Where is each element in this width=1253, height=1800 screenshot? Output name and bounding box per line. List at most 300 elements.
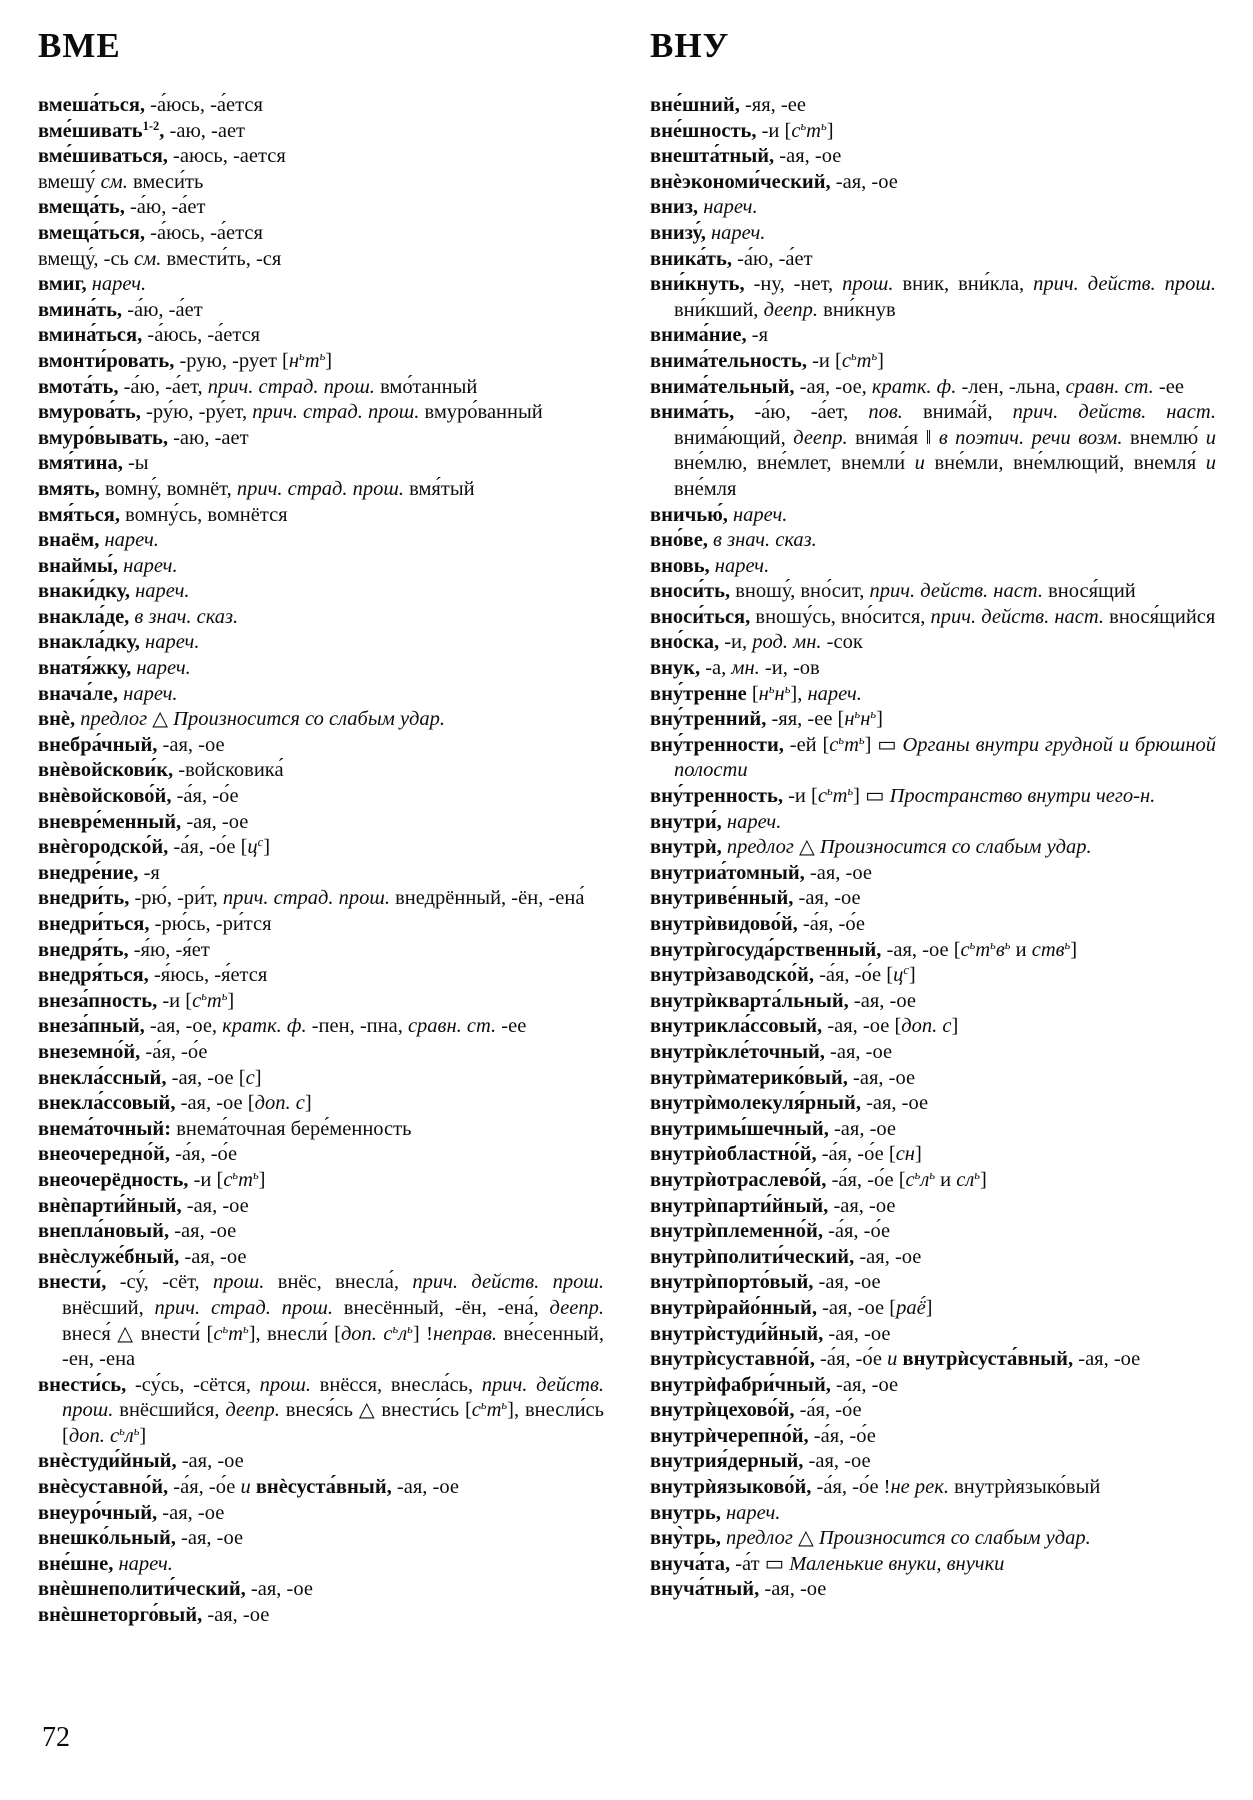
inflection-text: внедрённый, -ён, -ена́ bbox=[389, 887, 585, 910]
inflection-text: -а́я, -о́е bbox=[171, 785, 239, 808]
label-italic: ц bbox=[247, 836, 258, 859]
inflection-text: -а́т ▭ bbox=[730, 1552, 790, 1575]
transcription-superscript: с bbox=[257, 835, 264, 850]
inflection-text: -ая, -ое bbox=[813, 1271, 881, 1294]
dictionary-entry bbox=[38, 247, 604, 273]
inflection-text: вомну́, вомнёт, bbox=[99, 477, 237, 500]
inflection-text: ] ▭ bbox=[853, 785, 890, 808]
label-italic: с bbox=[471, 1399, 481, 1422]
inflection-text: -аю, -ает bbox=[164, 119, 246, 142]
dictionary-entry bbox=[38, 861, 604, 887]
dictionary-entry bbox=[650, 835, 1216, 861]
inflection-text: -ая, -ое bbox=[202, 1604, 270, 1627]
right-column-entries bbox=[650, 93, 1216, 1603]
inflection-text: -ая, -ое bbox=[245, 1578, 313, 1601]
headword-text: внутрѝматерико́вый, bbox=[650, 1066, 848, 1089]
headword-text: внутрѝязыково́й, bbox=[650, 1476, 812, 1499]
dictionary-entry bbox=[650, 272, 1216, 323]
dictionary-entry bbox=[650, 1066, 1216, 1092]
inflection-text: -и [ bbox=[806, 349, 842, 372]
inflection-text: внима́я ‖ bbox=[847, 426, 939, 449]
dictionary-entry bbox=[38, 1245, 604, 1271]
inflection-text: -ая, -ое bbox=[391, 1476, 459, 1499]
headword-text: внеза́пный, bbox=[38, 1015, 145, 1038]
transcription-superscript: ь bbox=[768, 681, 775, 696]
inflection-text: -ну, -нет, bbox=[744, 273, 843, 296]
headword-text: внатя́жку, bbox=[38, 657, 132, 680]
dictionary-entry bbox=[38, 554, 604, 580]
headword-text: внутрия́дерный, bbox=[650, 1450, 804, 1473]
label-italic: прош. bbox=[259, 1373, 312, 1396]
inflection-text: -сок bbox=[821, 631, 863, 654]
dictionary-entry bbox=[650, 349, 1216, 375]
label-italic: с bbox=[829, 733, 839, 756]
dictionary-entry bbox=[38, 938, 604, 964]
headword-text: внутрѝотраслево́й, bbox=[650, 1168, 827, 1191]
dictionary-entry bbox=[650, 1398, 1216, 1424]
headword-text: вмиг, bbox=[38, 273, 87, 296]
label-italic: с bbox=[213, 1322, 223, 1345]
headword-text: вно́ве, bbox=[650, 529, 708, 552]
inflection-text: вмешу́ bbox=[38, 170, 101, 193]
label-italic: н bbox=[774, 682, 785, 705]
dictionary-entry bbox=[38, 1219, 604, 1245]
inflection-text: внесённый, -ён, -ена́, bbox=[332, 1296, 550, 1319]
dictionary-entry bbox=[650, 579, 1216, 605]
dictionary-entry bbox=[38, 1091, 604, 1117]
inflection-text: вмо́танный bbox=[374, 375, 478, 398]
transcription-superscript: ь bbox=[392, 1321, 399, 1336]
dictionary-entry bbox=[38, 1501, 604, 1527]
headword-text: внѐгородско́й, bbox=[38, 836, 169, 859]
page-number: 72 bbox=[42, 1722, 70, 1753]
dictionary-entry bbox=[650, 1475, 1216, 1501]
label-italic: предлог bbox=[720, 1527, 793, 1550]
inflection-text: вне́мля bbox=[674, 477, 737, 500]
label-italic: т bbox=[806, 119, 821, 142]
guide-word-left: ВМЕ bbox=[38, 26, 121, 65]
inflection-text: -и [ bbox=[756, 119, 792, 142]
dictionary-entry bbox=[38, 119, 604, 145]
transcription-superscript: ь bbox=[1004, 937, 1011, 952]
headword-text: внутриве́нный, bbox=[650, 887, 794, 910]
dictionary-entry bbox=[38, 93, 604, 119]
label-italic: прич. действ. прош. bbox=[412, 1271, 604, 1294]
inflection-text: △ bbox=[147, 708, 174, 731]
dictionary-entry bbox=[38, 1475, 604, 1501]
headword-text: внутри́, bbox=[650, 810, 722, 833]
dictionary-entry bbox=[650, 400, 1216, 502]
dictionary-entry bbox=[650, 886, 1216, 912]
inflection-text: △ bbox=[792, 1527, 819, 1550]
inflection-text: внемлю́ bbox=[1122, 426, 1206, 449]
headword-text: внутрѝсуставно́й, bbox=[650, 1348, 815, 1371]
dictionary-entry bbox=[38, 221, 604, 247]
inflection-text: ] bbox=[877, 349, 884, 372]
label-italic: мн. bbox=[731, 657, 760, 680]
transcription-superscript: ь bbox=[974, 1167, 980, 1182]
inflection-text: -а́я, -о́е bbox=[169, 1143, 238, 1166]
inflection-text: -ая, -ое bbox=[176, 1450, 244, 1473]
inflection-text: -а́я, -о́е [ bbox=[813, 964, 894, 987]
dictionary-entry bbox=[38, 1526, 604, 1552]
inflection-text: ] bbox=[258, 1168, 266, 1191]
inflection-text: вмещу́, -сь bbox=[38, 247, 135, 270]
label-italic: прич. действ. прош. bbox=[62, 1373, 604, 1422]
transcription-superscript: ь bbox=[871, 348, 878, 363]
dictionary-entry bbox=[650, 707, 1216, 733]
inflection-text: -и, bbox=[719, 631, 753, 654]
headword-text: вне́шность, bbox=[650, 119, 757, 142]
label-italic: в bbox=[995, 938, 1005, 961]
dictionary-entry bbox=[38, 375, 604, 401]
inflection-text: -рю́, -ри́т, bbox=[129, 887, 223, 910]
homonym-superscript: 1-2 bbox=[142, 118, 160, 133]
label-italic: сн bbox=[895, 1143, 915, 1166]
label-italic: ств bbox=[1031, 938, 1065, 961]
inflection-text: -ая, -ое bbox=[830, 1373, 899, 1396]
dictionary-entry bbox=[650, 733, 1216, 784]
dictionary-entry bbox=[650, 323, 1216, 349]
headword-text: внѐслуже́бный, bbox=[38, 1245, 180, 1268]
headword-text: внеуро́чный, bbox=[38, 1501, 158, 1524]
transcription-superscript: ь bbox=[252, 1167, 259, 1182]
inflection-text: -су́сь, -сётся, bbox=[126, 1373, 260, 1396]
headword-text: внутрѝкле́точный, bbox=[650, 1040, 825, 1063]
headword-text: внести́сь, bbox=[38, 1373, 127, 1396]
headword-text: вмуро́вывать, bbox=[38, 426, 168, 449]
dictionary-entry bbox=[650, 170, 1216, 196]
headword-text: вмина́ться, bbox=[38, 324, 143, 347]
headword-text: вно́ска, bbox=[650, 631, 720, 654]
label-italic: нареч. bbox=[709, 554, 770, 577]
inflection-text: -ей [ bbox=[783, 733, 830, 756]
label-italic: л bbox=[124, 1424, 134, 1447]
inflection-text: -и, -ов bbox=[759, 657, 820, 680]
inflection-text: -ая, -ое bbox=[860, 1092, 929, 1115]
inflection-text: ] bbox=[325, 349, 333, 372]
inflection-text: -а́юсь, -а́ется bbox=[142, 324, 261, 347]
dictionary-entry bbox=[650, 682, 1216, 708]
inflection-text: -ая, -ое bbox=[803, 1450, 871, 1473]
headword-text: внѐстуди́йный, bbox=[38, 1450, 177, 1473]
dictionary-entry bbox=[650, 989, 1216, 1015]
inflection-text: и bbox=[1010, 938, 1032, 961]
dictionary-entry bbox=[650, 528, 1216, 554]
dictionary-entry bbox=[38, 784, 604, 810]
label-italic: т bbox=[486, 1399, 502, 1422]
label-italic: раё́ bbox=[896, 1296, 926, 1319]
inflection-text: -я bbox=[746, 324, 769, 347]
dictionary-entry bbox=[650, 1577, 1216, 1603]
headword-text: внѐвойскови́к, bbox=[38, 759, 174, 782]
label-italic: с bbox=[817, 785, 827, 808]
label-italic: кратк. ф. bbox=[871, 375, 957, 398]
dictionary-entry bbox=[650, 912, 1216, 938]
label-italic: деепр. bbox=[549, 1296, 604, 1319]
dictionary-entry bbox=[650, 1040, 1216, 1066]
dictionary-entry bbox=[38, 1066, 604, 1092]
inflection-text: -ая, -ое bbox=[793, 887, 861, 910]
inflection-text: вмуро́ванный bbox=[419, 401, 543, 424]
label-italic: доп. с bbox=[254, 1092, 305, 1115]
dictionary-entry bbox=[38, 1142, 604, 1168]
dictionary-entry bbox=[38, 1577, 604, 1603]
inflection-text: внося́щийся bbox=[1104, 605, 1216, 628]
label-italic: л bbox=[920, 1168, 930, 1191]
label-italic: пов. bbox=[868, 401, 903, 424]
headword-text: вмять, bbox=[38, 477, 100, 500]
headword-text: внутриа́томный, bbox=[650, 861, 805, 884]
headword-text: внедря́ться, bbox=[38, 964, 149, 987]
dictionary-entry bbox=[650, 1526, 1216, 1552]
inflection-text: ] bbox=[914, 1143, 922, 1166]
inflection-text: ] bbox=[980, 1168, 987, 1191]
headword-text: вноси́ть, bbox=[650, 580, 731, 603]
dictionary-entry bbox=[650, 1245, 1216, 1271]
headword-text: внаки́дку, bbox=[38, 580, 130, 603]
headword-text: вновь, bbox=[650, 554, 710, 577]
dictionary-entry bbox=[38, 195, 604, 221]
inflection-text: -ая, -ое [ bbox=[175, 1092, 255, 1115]
label-italic: в поэтич. речи возм. bbox=[938, 426, 1123, 449]
label-italic: в знач. сказ. bbox=[707, 529, 817, 552]
dictionary-entry bbox=[38, 579, 604, 605]
dictionary-entry bbox=[38, 912, 604, 938]
headword-text: вне́шне, bbox=[38, 1552, 114, 1575]
dictionary-entry bbox=[650, 1117, 1216, 1143]
headword-text: внедре́ние, bbox=[38, 861, 139, 884]
headword-text: внѐвойсково́й, bbox=[38, 785, 172, 808]
inflection-text: -а́ю, -а́ет bbox=[122, 298, 203, 321]
label-italic: нареч. bbox=[807, 682, 862, 705]
headword-text: внеземно́й, bbox=[38, 1040, 141, 1063]
inflection-text: -ая, -ое, bbox=[794, 375, 872, 398]
headword-text: внутрѝпорто́вый, bbox=[650, 1271, 814, 1294]
headword-text: внима́ние, bbox=[650, 324, 747, 347]
inflection-text: -а́я, -о́е bbox=[822, 1220, 891, 1243]
dictionary-entry bbox=[650, 1014, 1216, 1040]
dictionary-entry bbox=[38, 272, 604, 298]
headword-text: внима́ть, bbox=[650, 401, 735, 424]
transcription-superscript: ь bbox=[969, 937, 976, 952]
dictionary-entry bbox=[38, 1040, 604, 1066]
label-italic: род. мн. bbox=[752, 631, 822, 654]
inflection-text: ] bbox=[304, 1092, 312, 1115]
label-italic: л bbox=[398, 1322, 408, 1345]
label-italic: предлог bbox=[75, 708, 148, 731]
headword-text: внутрѝсуста́вный, bbox=[897, 1348, 1074, 1371]
label-italic: и bbox=[914, 452, 925, 475]
inflection-text: внима́й, bbox=[902, 401, 1013, 424]
dictionary-entry bbox=[38, 682, 604, 708]
inflection-text: -аю, -ает bbox=[167, 426, 249, 449]
inflection-text: -а́я, -о́е [ bbox=[816, 1143, 896, 1166]
headword-text: внутрѝрайо́нный, bbox=[650, 1296, 817, 1319]
label-italic: сравн. ст. bbox=[1065, 375, 1154, 398]
headword-text: внутрѝзаводско́й, bbox=[650, 964, 814, 987]
transcription-superscript: ь bbox=[501, 1398, 508, 1413]
label-italic: с bbox=[245, 1066, 255, 1089]
label-italic: деепр. bbox=[793, 426, 848, 449]
label-italic: т bbox=[304, 349, 320, 372]
inflection-text: -ы bbox=[122, 452, 149, 475]
headword-text: внѐэкономи́ческий, bbox=[650, 170, 831, 193]
transcription-superscript: ь bbox=[480, 1398, 487, 1413]
dictionary-entry bbox=[650, 1142, 1216, 1168]
inflection-text: вник, вни́кла, bbox=[893, 273, 1034, 296]
transcription-superscript: ь bbox=[826, 784, 833, 799]
label-italic: Пространство внутри чего-н. bbox=[889, 785, 1156, 808]
label-italic: и bbox=[1205, 452, 1216, 475]
headword-text: внедри́ть, bbox=[38, 887, 130, 910]
inflection-text: вомну́сь, вомнётся bbox=[120, 503, 288, 526]
inflection-text: -а́ю, -а́ет, bbox=[118, 375, 208, 398]
headword-text: вну́тренности, bbox=[650, 733, 784, 756]
headword-text: вмеща́ться, bbox=[38, 221, 146, 244]
headword-text: внутрѝмолекуля́рный, bbox=[650, 1092, 861, 1115]
headword-text: вноси́ться, bbox=[650, 605, 751, 628]
inflection-text: вне́млю, вне́млет, внемли́ bbox=[674, 452, 915, 475]
label-italic: Маленькие внуки, внучки bbox=[789, 1552, 1005, 1575]
label-italic: сравн. ст. bbox=[407, 1015, 497, 1038]
inflection-text: -а́ю, -а́ет, bbox=[734, 401, 869, 424]
inflection-text: ] bbox=[925, 1296, 933, 1319]
inflection-text: -ая, -ое [ bbox=[881, 938, 961, 961]
headword-text: внакла́де, bbox=[38, 605, 130, 628]
inflection-text: -а́я, -о́е bbox=[168, 1476, 241, 1499]
label-italic: доп. с bbox=[68, 1424, 120, 1447]
transcription-superscript: ь bbox=[221, 988, 228, 1003]
inflection-text: ], внесли́ [ bbox=[248, 1322, 341, 1345]
headword-text: внутрь, bbox=[650, 1501, 721, 1524]
inflection-text: внеся́ △ внести́ [ bbox=[62, 1322, 214, 1345]
dictionary-entry bbox=[650, 1373, 1216, 1399]
dictionary-entry bbox=[38, 349, 604, 375]
label-italic: прич. страд. прош. bbox=[207, 375, 375, 398]
label-italic: и bbox=[1205, 426, 1216, 449]
inflection-text: вне́мли, вне́млющий, внемля́ bbox=[924, 452, 1206, 475]
headword-text: вме́шивать bbox=[38, 119, 143, 142]
dictionary-entry bbox=[38, 810, 604, 836]
label-italic: нареч. bbox=[721, 810, 782, 833]
dictionary-entry bbox=[38, 963, 604, 989]
inflection-text: -ая, -ое bbox=[1073, 1348, 1141, 1371]
dictionary-entry bbox=[38, 528, 604, 554]
label-italic: прош. bbox=[213, 1271, 265, 1294]
label-italic: нареч. bbox=[113, 1552, 173, 1575]
inflection-text: вмеси́ть bbox=[127, 170, 204, 193]
dictionary-entry bbox=[38, 1194, 604, 1220]
inflection-text: внёсший, bbox=[62, 1296, 155, 1319]
inflection-text: -и [ bbox=[188, 1168, 224, 1191]
headword-text: внуча́та, bbox=[650, 1552, 731, 1575]
inflection-text: ] bbox=[1070, 938, 1078, 961]
label-italic: прич. страд. прош. bbox=[252, 401, 420, 424]
label-italic: сл bbox=[956, 1168, 975, 1191]
label-italic: нареч. bbox=[698, 196, 758, 219]
headword-text: вмя́ться, bbox=[38, 503, 120, 526]
label-italic: н bbox=[758, 682, 769, 705]
label-italic: прош. bbox=[842, 273, 894, 296]
dictionary-entry bbox=[38, 298, 604, 324]
dictionary-entry bbox=[650, 1449, 1216, 1475]
inflection-text: ] bbox=[951, 1015, 959, 1038]
inflection-text: ] bbox=[227, 989, 235, 1012]
label-italic: доп. с bbox=[901, 1015, 952, 1038]
dictionary-entry bbox=[38, 707, 604, 733]
inflection-text: внёс, внесла́, bbox=[264, 1271, 413, 1294]
headword-text: вника́ть, bbox=[650, 247, 732, 270]
dictionary-entry bbox=[650, 195, 1216, 221]
inflection-text: -ая, -ое [ bbox=[816, 1296, 897, 1319]
dictionary-entry bbox=[650, 247, 1216, 273]
inflection-text: -ее bbox=[496, 1015, 527, 1038]
inflection-text: -ая, -ое [ bbox=[822, 1015, 902, 1038]
inflection-text: ] bbox=[139, 1424, 147, 1447]
transcription-superscript: ь bbox=[838, 732, 845, 747]
label-italic: с bbox=[223, 1168, 233, 1191]
headword-text: внести́, bbox=[38, 1271, 107, 1294]
inflection-text: ] bbox=[908, 964, 916, 987]
label-italic: нареч. bbox=[86, 273, 147, 296]
headword-text: внекла́ссовый, bbox=[38, 1092, 176, 1115]
inflection-text: вношу́, вно́сит, bbox=[730, 580, 870, 603]
dictionary-entry bbox=[650, 554, 1216, 580]
dictionary-entry bbox=[650, 1347, 1216, 1373]
dictionary-entry bbox=[650, 144, 1216, 170]
inflection-text: -а́юсь, -а́ется bbox=[145, 94, 263, 116]
headword-text: внача́ле, bbox=[38, 682, 119, 705]
transcription-superscript: ь bbox=[232, 1167, 239, 1182]
label-italic: нареч. bbox=[705, 221, 766, 244]
inflection-text: -а́я, -о́е bbox=[140, 1040, 208, 1063]
inflection-text: внося́щий bbox=[1042, 580, 1136, 603]
label-italic: т bbox=[844, 733, 859, 756]
label-italic: предлог bbox=[721, 836, 794, 859]
dictionary-entry bbox=[650, 1270, 1216, 1296]
inflection-text: -я́юсь, -я́ется bbox=[148, 964, 268, 987]
left-column bbox=[38, 26, 604, 1629]
headword-text: внеочередно́й, bbox=[38, 1143, 170, 1166]
inflection-text: -я bbox=[138, 861, 160, 884]
label-italic: нареч. bbox=[118, 554, 178, 577]
transcription-superscript: ь bbox=[854, 707, 861, 722]
headword-text: внутрѝплеменно́й, bbox=[650, 1220, 823, 1243]
dictionary-entry bbox=[650, 1194, 1216, 1220]
headword-text: внѐшнеполити́ческий, bbox=[38, 1578, 246, 1601]
label-italic: прич. действ. наст. bbox=[930, 605, 1105, 628]
inflection-text: -ая, -ое bbox=[181, 1194, 249, 1217]
label-italic: доп. с bbox=[340, 1322, 393, 1345]
inflection-text: -ая, -ое bbox=[759, 1578, 827, 1601]
inflection-text: -ая, -ое bbox=[828, 1194, 896, 1217]
transcription-superscript: ь bbox=[800, 118, 807, 133]
inflection-text: -а́я, -о́е [ bbox=[826, 1168, 906, 1191]
inflection-text: -и [ bbox=[157, 989, 193, 1012]
headword-text: внутрѝвидово́й, bbox=[650, 913, 798, 935]
transcription-superscript: ь bbox=[850, 348, 857, 363]
inflection-text: ] bbox=[254, 1066, 262, 1089]
dictionary-entry bbox=[38, 605, 604, 631]
inflection-text: -я́ю, -я́ет bbox=[128, 938, 210, 961]
label-italic: Произносится со слабым удар. bbox=[818, 1527, 1091, 1550]
headword-text: внема́точный: bbox=[38, 1117, 172, 1140]
dictionary-entry bbox=[38, 630, 604, 656]
label-italic: нареч. bbox=[139, 631, 200, 654]
dictionary-entry bbox=[650, 119, 1216, 145]
dictionary-entry bbox=[38, 1449, 604, 1475]
